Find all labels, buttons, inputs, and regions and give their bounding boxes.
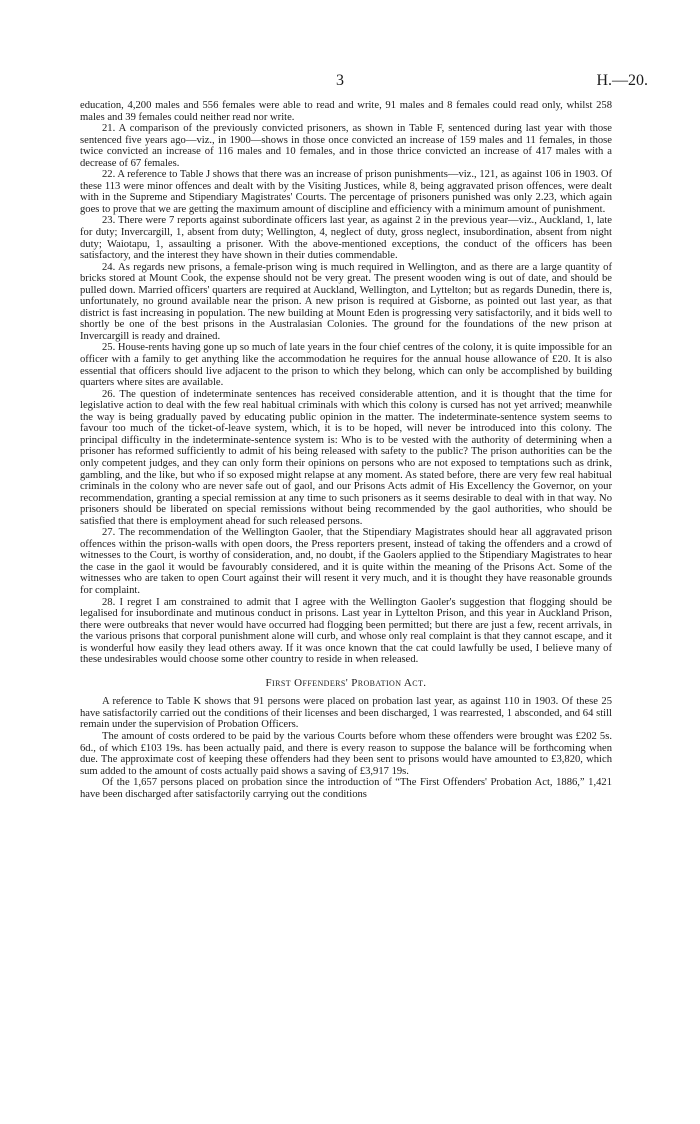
paragraph-25: 25. House-rents having gone up so much of late years in the four chief centres of the colony, it is quite impossible for an officer with a family to get anything like the accommodation he requires for the annual house allowance of £20. It is also essential that officers should live adjacent to the prison to which they belong, which can only be accomplished by building quarters where sites are available. — [80, 342, 612, 389]
paragraph-probation-costs: The amount of costs ordered to be paid by the various Courts before whom these offenders were brought was £202 5s. 6d., of which £103 19s. has been actually paid, and there is every reason to suppose the balance will be forthcoming when due. The approximate cost of keeping these offenders had they been sent to prisons would have amounted to £3,820, which sum added to the amount of costs actually paid shows a saving of £3,917 19s. — [80, 730, 612, 777]
section-title: First Offenders' Probation Act. — [265, 676, 427, 689]
paragraph-probation-table-k: A reference to Table K shows that 91 persons were placed on probation last year, as against 110 in 1903. Of these 25 have satisfactorily carried out the conditions of their licenses and been discharged, 1 was rearrested, 1 absconded, and 64 still remain under the supervision of Probation Officers. — [80, 696, 612, 731]
paragraph-22: 22. A reference to Table J shows that there was an increase of prison punishments—viz., 121, as against 106 in 1903. Of these 113 were minor offences and dealt with by the Visiting Justices, while 8, being aggravated prison offences, were dealt with in the Supreme and Stipendiary Magistrates' Courts. The percentage of prisoners punished was only 2.23, which again goes to prove that we are getting the maximum amount of discipline and efficiency with a minimum amount of punishment. — [80, 169, 612, 215]
paragraph-23: 23. There were 7 reports against subordinate officers last year, as against 2 in the previous year—viz., Auckland, 1, late for duty; Invercargill, 1, absent from duty; Wellington, 4, neglect of duty, gross neglect, insubordination, absent from night duty; Waiotapu, 1, assaulting a prisoner. With the above-mentioned exceptions, the conduct of the officers has been satisfactory, and the interest they have shown in their duties commendable. — [80, 215, 612, 262]
document-code: H.—20. — [596, 72, 648, 89]
paragraph-education-continued: education, 4,200 males and 556 females were able to read and write, 91 males and 8 females could read only, whilst 258 males and 39 females could neither read nor write. — [80, 100, 612, 123]
page-number: 3 — [336, 72, 344, 89]
paragraph-probation-since-1886: Of the 1,657 persons placed on probation since the introduction of “The First Offenders' Probation Act, 1886,” 1,421 have been discharged after satisfactorily carrying out the conditions — [80, 777, 612, 800]
page-header — [0, 72, 700, 96]
paragraph-21: 21. A comparison of the previously convicted prisoners, as shown in Table F, sentenced during last year with those sentenced five years ago—viz., in 1900—shows in those once convicted an increase of 159 males and 11 females, in those twice convicted an increase of 116 males and 10 females, and in those thrice convicted an increase of 417 males with a decrease of 67 females. — [80, 123, 612, 169]
paragraph-27: 27. The recommendation of the Wellington Gaoler, that the Stipendiary Magistrates should hear all aggravated prison offences within the prison-walls with open doors, the Press reporters present, instead of taking the offenders and a crowd of witnesses to the Court, is worthy of consideration, and, no doubt, if the Gaolers applied to the Stipendiary Magistrates to hear the case in the gaol it would be favourably considered, and it is quite within the meaning of the Prisons Act. Some of the witnesses who are taken to open Court against their will resent it very much, and it is thought they have reasonable grounds for complaint. — [80, 527, 612, 596]
paragraph-28: 28. I regret I am constrained to admit that I agree with the Wellington Gaoler's suggestion that flogging should be legalised for insubordinate and mutinous conduct in prisons. Last year in Lyttelton Prison, and this year in Auckland Prison, there were outbreaks that never would have occurred had flogging been permitted; but there are just a few, recent arrivals, in the various prisons that corporal punishment alone will curb, and whose only real complaint is that they cannot escape, and it is wonderful how easily they lead others away. If it was once known that the cat could lawfully be used, I believe many of these undesirables would choose some other country to reside in when released. — [80, 596, 612, 666]
body-text — [80, 100, 612, 800]
paragraph-26: 26. The question of indeterminate sentences has received considerable attention, and it is thought that the time for legislative action to deal with the few real habitual criminals with which this colony is cursed has not yet arrived; meanwhile the way is being gradually paved by educating public opinion in the matter. The indeterminate-sentence system seems to favour too much of the ticket-of-leave system, which, it is to be hoped, will never be introduced into this colony. The principal difficulty in the indeterminate-sentence system is: Who is to be vested with the authority of determining when a prisoner has reformed sufficiently to admit of his being released with safety to the public? The prison authorities can be the only competent judges, and they can only form their opinions on persons who are not exposed to temptations such as drink, gambling, and the like, but who if so exposed might relapse at any moment. As stated before, there are very few real habitual criminals in the colony who are never safe out of gaol, and our Prisons Acts admit of His Excellency the Governor, on your recommendation, granting a special remission at any time to such prisoners as it seems desirable to deal with in that way. No prisoners should be liberated on special remissions without being recommended by the gaol authorities, who should be satisfied that there is employment ahead for such released persons. — [80, 388, 612, 527]
paragraph-24: 24. As regards new prisons, a female-prison wing is much required in Wellington, and as there are a large quantity of bricks stored at Mount Cook, the expense should not be very great. The present wooden wing is out of date, and should be pulled down. Married officers' quarters are required at Auckland, Wellington, and Lyttelton; but as regards Dunedin, there is, unfortunately, no ground available near the prison. A new prison is required at Gisborne, as pointed out last year, as that district is fast increasing in population. The new building at Mount Eden is progressing very satisfactorily, and it bids well to shortly be one of the best prisons in the Australasian Colonies. The ground for the foundations of the new prison at Invercargill is ready and drained. — [80, 261, 612, 342]
